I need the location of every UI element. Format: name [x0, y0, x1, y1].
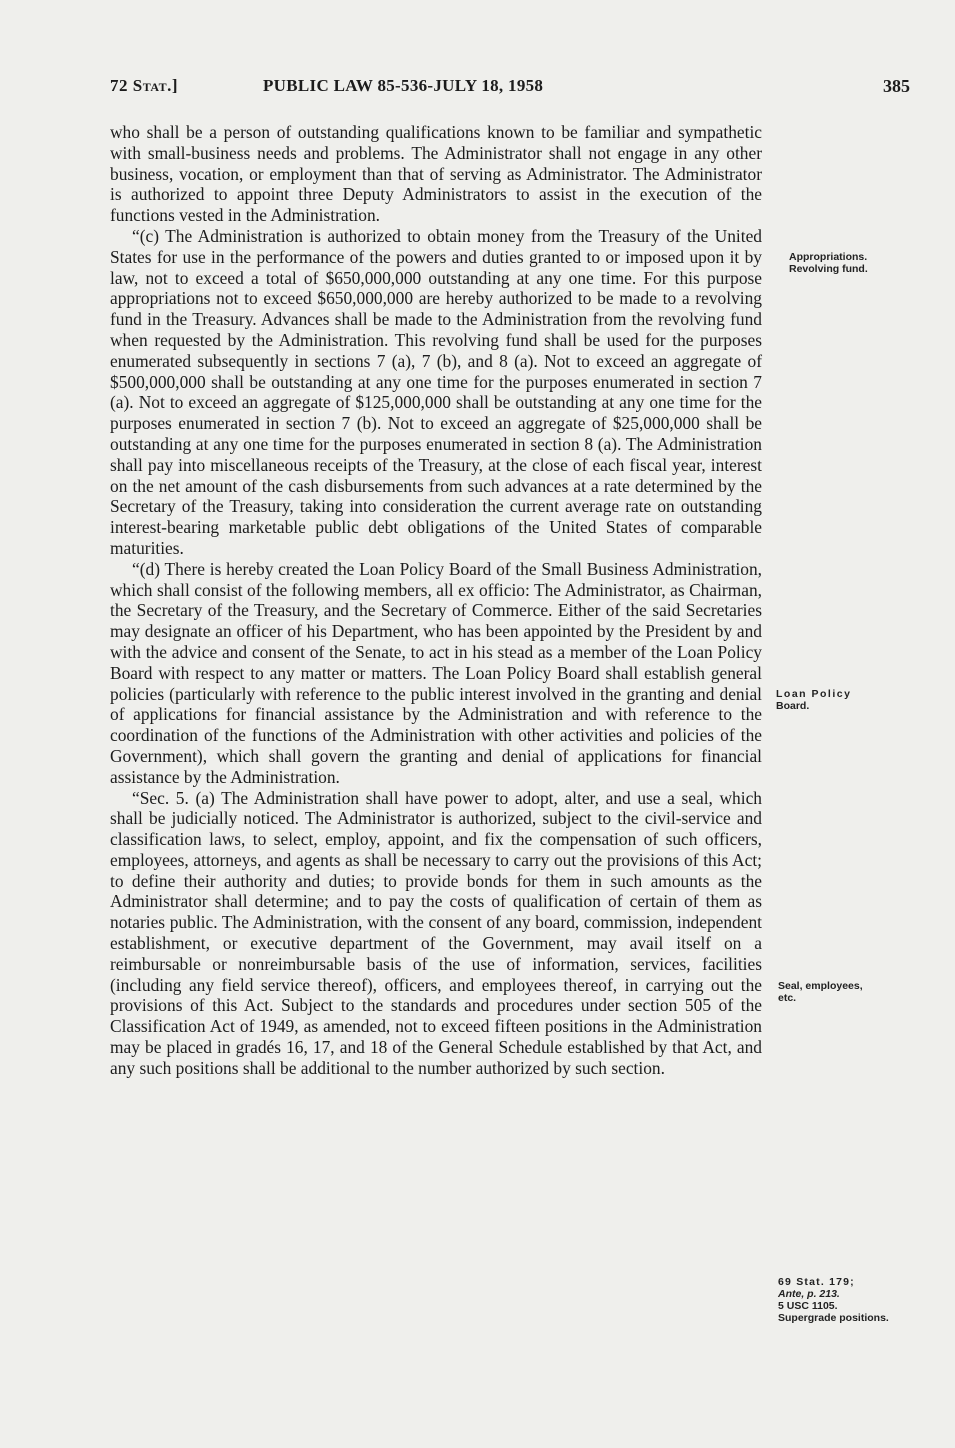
- paragraph-section-4c: “(c) The Administration is authorized to obtain money from the Treasury of the United States for use in the performance of the powers and duties granted to or imposed upon it by law, not to exceed a total of $650,000,000 outstanding at any one time. For this purpose appropriations not to exceed $650,000,000 are hereby authorized to be made to a revolving fund in the Treasury. Advances shall be made to the Administration from the revolving fund when requested by the Administration. This revolving fund shall be used for the purposes enumerated subsequently in sections 7 (a), 7 (b), and 8 (a). Not to exceed an aggregate of $500,000,000 shall be outstanding at any one time for the purposes enumerated in section 7 (a). Not to exceed an aggregate of $125,000,000 shall be outstanding at any one time for the purposes enumerated in section 7 (b). Not to exceed an aggregate of $25,000,000 shall be outstanding at any one time for the purposes enumerated in section 8 (a). The Administration shall pay into miscellaneous receipts of the Treasury, at the close of each fiscal year, interest on the net amount of the cash disbursements from such advances at a rate determined by the Secretary of the Treasury, taking into consideration the current average rate on outstanding interest-bearing marketable public debt obligations of the United States of comparable maturities.: [110, 225, 762, 558]
- page-header: [110, 76, 910, 102]
- margin-note-line: Ante, p. 213.: [778, 1288, 840, 1300]
- margin-note-line: 5 USC 1105.: [778, 1300, 838, 1312]
- margin-note-appropriations: [789, 251, 929, 275]
- margin-note-line: 69 Stat. 179;: [778, 1276, 855, 1288]
- margin-note-line: Revolving fund.: [789, 263, 868, 275]
- margin-note-line: Loan Policy: [776, 688, 852, 700]
- margin-note-line: Supergrade positions.: [778, 1312, 889, 1324]
- margin-note-line: Seal, employees,: [778, 980, 863, 992]
- paragraph-section-4d: “(d) There is hereby created the Loan Policy Board of the Small Business Administration, which shall consist of the following members, all ex officio: The Administrator, as Chairman, the Secretary of the Treasury, and the Secretary of Commerce. Either of the said Secretaries may designate an officer of his Department, who has been appointed by the President by and with the advice and consent of the Senate, to act in his stead as a member of the Loan Policy Board with respect to any matter or matters. The Loan Policy Board shall establish general policies (particularly with reference to the public interest involved in the granting and denial of applications for financial assistance by the Administration and with reference to the coordination of the functions of the Administration with other activities and policies of the Government), which shall govern the granting and denial of applications for financial assistance by the Administration.: [110, 558, 762, 787]
- body-text: [110, 122, 762, 1079]
- page-number: 385: [883, 76, 910, 96]
- paragraph-administrator: who shall be a person of outstanding qualifications known to be familiar and sympathetic with small-business needs and problems. The Administrator shall not engage in any other business, vocation, or employment than that of serving as Administrator. The Administrator is authorized to appoint three Deputy Administrators to assist in the execution of the functions vested in the Administration.: [110, 122, 762, 226]
- margin-note-supergrade-positions: [778, 1276, 918, 1324]
- margin-note-line: etc.: [778, 992, 797, 1004]
- margin-note-loan-policy-board: [776, 688, 916, 712]
- statute-volume: 72 Stat.]: [110, 76, 179, 95]
- running-title: PUBLIC LAW 85-536-JULY 18, 1958: [263, 76, 544, 95]
- margin-note-line: Appropriations.: [789, 251, 868, 263]
- paragraph-section-5a: “Sec. 5. (a) The Administration shall have power to adopt, alter, and use a seal, which shall be judicially noticed. The Administrator is authorized, subject to the civil-service and classification laws, to select, employ, appoint, and fix the compensation of such officers, employees, attorneys, and agents as shall be necessary to carry out the provisions of this Act; to define their authority and duties; to provide bonds for them in such amounts as the Administrator shall determine; and to pay the costs of qualification of certain of them as notaries public. The Administration, with the consent of any board, commission, independent establishment, or executive department of the Government, may avail itself on a reimbursable or nonreimbursable basis of the use of information, services, facilities (including any field service thereof), officers, and employees thereof, in carrying out the provisions of this Act. Subject to the standards and procedures under section 505 of the Classification Act of 1949, as amended, not to exceed fifteen positions in the Administration may be placed in gradés 16, 17, and 18 of the General Schedule established by that Act, and any such positions shall be additional to the number authorized by such section.: [110, 787, 762, 1078]
- margin-note-seal-employees: [778, 980, 918, 1004]
- margin-note-line: Board.: [776, 700, 810, 712]
